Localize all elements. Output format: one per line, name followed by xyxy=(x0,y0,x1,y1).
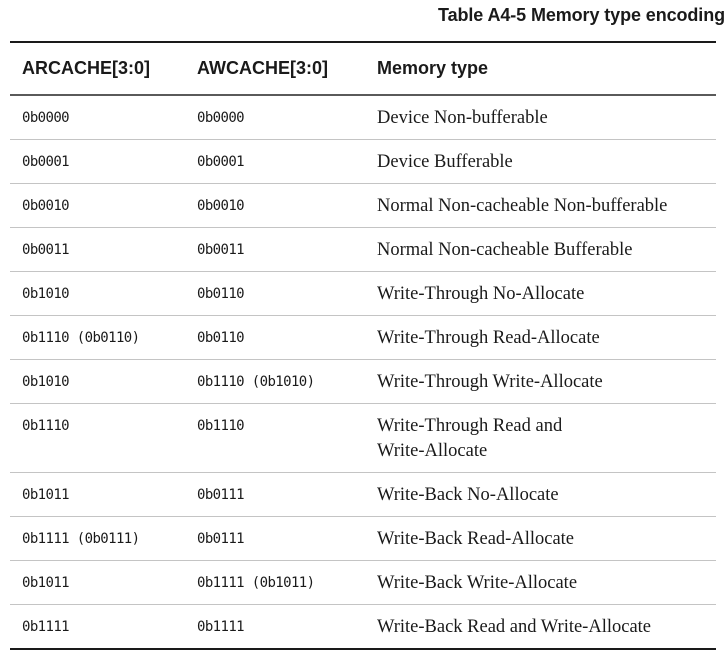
table-row xyxy=(10,404,716,473)
memory-type-cell: Write-Back Write-Allocate xyxy=(365,561,716,605)
memory-type-cell: Write-Back No-Allocate xyxy=(365,473,716,517)
arcache-cell: 0b1111 (0b0111) xyxy=(10,517,185,561)
awcache-cell: 0b0110 xyxy=(185,272,365,316)
arcache-cell: 0b1010 xyxy=(10,360,185,404)
memory-type-cell: Write-Back Read and Write-Allocate xyxy=(377,617,652,637)
awcache-cell: 0b1110 xyxy=(185,404,365,473)
table-row xyxy=(10,95,716,140)
arcache-cell: 0b0011 xyxy=(10,228,185,272)
memory-type-line-1: Write-Through Read and xyxy=(377,416,563,436)
memory-type-cell: Write-Through No-Allocate xyxy=(365,272,716,316)
arcache-cell: 0b0000 xyxy=(10,95,185,140)
table-row xyxy=(10,360,716,404)
awcache-cell: 0b1111 (0b1011) xyxy=(185,561,365,605)
awcache-cell: 0b0011 xyxy=(185,228,365,272)
table-row xyxy=(10,228,716,272)
table-row xyxy=(10,272,716,316)
awcache-cell: 0b0111 xyxy=(185,517,365,561)
table-row xyxy=(10,561,716,605)
memory-type-encoding-table xyxy=(10,41,716,650)
column-header-awcache: AWCACHE[3:0] xyxy=(185,42,365,95)
table-row xyxy=(10,140,716,184)
awcache-cell: 0b1110 (0b1010) xyxy=(185,360,365,404)
arcache-cell: 0b0010 xyxy=(10,184,185,228)
table-row xyxy=(10,316,716,360)
memory-type-cell: Device Bufferable xyxy=(365,140,716,184)
awcache-cell: 0b0111 xyxy=(185,473,365,517)
table-row xyxy=(10,605,716,650)
column-header-memory-type: Memory type xyxy=(365,42,716,95)
awcache-cell: 0b0000 xyxy=(185,95,365,140)
arcache-cell: 0b1110 (0b0110) xyxy=(10,316,185,360)
memory-type-cell: Device Non-bufferable xyxy=(365,95,716,140)
memory-type-cell: Write-Through Read-Allocate xyxy=(365,316,716,360)
arcache-cell: 0b1010 xyxy=(10,272,185,316)
memory-type-cell: Write-Back Read-Allocate xyxy=(365,517,716,561)
table-row xyxy=(10,473,716,517)
table-row xyxy=(10,184,716,228)
memory-type-line-2: Write-Allocate xyxy=(377,441,488,461)
table-caption: Table A4-5 Memory type encoding xyxy=(438,5,725,25)
memory-type-cell xyxy=(365,404,716,473)
arcache-cell: 0b0001 xyxy=(10,140,185,184)
arcache-cell: 0b1110 xyxy=(10,404,185,473)
column-header-arcache: ARCACHE[3:0] xyxy=(10,42,185,95)
table-row xyxy=(10,517,716,561)
awcache-cell: 0b0010 xyxy=(185,184,365,228)
arcache-cell: 0b1011 xyxy=(10,561,185,605)
table-header-row xyxy=(10,42,716,95)
arcache-cell: 0b1111 xyxy=(22,619,69,635)
memory-type-cell: Normal Non-cacheable Non-bufferable xyxy=(365,184,716,228)
awcache-cell: 0b0001 xyxy=(185,140,365,184)
awcache-cell: 0b0110 xyxy=(185,316,365,360)
memory-type-cell: Normal Non-cacheable Bufferable xyxy=(365,228,716,272)
awcache-cell: 0b1111 xyxy=(197,619,244,635)
arcache-cell: 0b1011 xyxy=(10,473,185,517)
memory-type-cell: Write-Through Write-Allocate xyxy=(365,360,716,404)
